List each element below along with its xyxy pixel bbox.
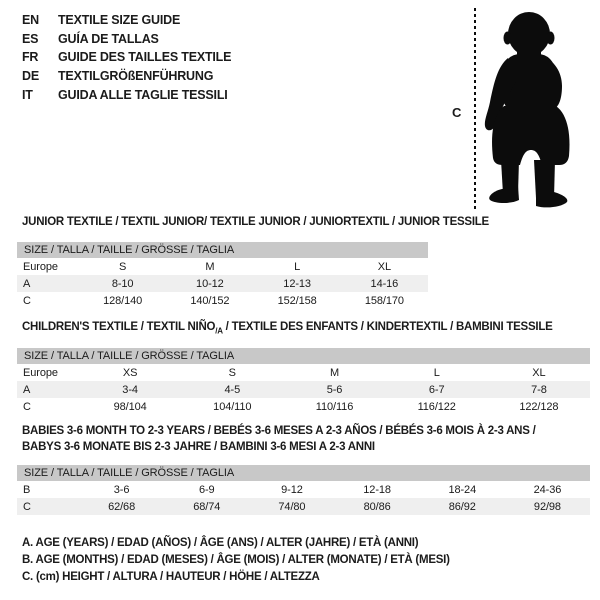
- table-cell: 104/110: [213, 400, 252, 413]
- children-title-pre: CHILDREN'S TEXTILE / TEXTIL NIÑO: [22, 321, 216, 333]
- children-table-title: [22, 321, 553, 335]
- language-code: DE: [22, 69, 39, 84]
- table-cell: L: [433, 366, 440, 379]
- row-label: Europe: [23, 366, 58, 379]
- table-cell: 4-5: [224, 383, 241, 396]
- language-title: GUIDE DES TAILLES TEXTILE: [58, 50, 232, 65]
- children-title-sub: /A: [215, 326, 223, 336]
- table-cell: 158/170: [364, 294, 404, 307]
- table-row: [17, 292, 428, 309]
- table-row: [17, 258, 428, 275]
- table-cell: 7-8: [531, 383, 547, 396]
- children-size-table: [17, 348, 590, 415]
- row-label: B: [23, 483, 31, 496]
- table-cell: 10-12: [196, 277, 224, 290]
- table-cell: L: [294, 260, 301, 273]
- table-cell: XL: [377, 260, 391, 273]
- size-header-bar: SIZE / TALLA / TAILLE / GRÖSSE / TAGLIA: [17, 348, 590, 364]
- table-cell: 12-18: [363, 483, 391, 496]
- footnote-b: B. AGE (MONTHS) / EDAD (MESES) / ÂGE (MOIS) / ALTER (MONATE) / ETÀ (MESI): [22, 554, 450, 567]
- height-measure-label: C: [452, 105, 462, 120]
- language-title: TEXTILE SIZE GUIDE: [58, 13, 181, 28]
- table-cell: 92/98: [533, 500, 561, 513]
- table-cell: 12-13: [283, 277, 311, 290]
- table-cell: M: [205, 260, 215, 273]
- babies-size-table: [17, 465, 590, 515]
- language-code: FR: [22, 50, 39, 65]
- row-label: C: [23, 294, 31, 307]
- row-label: C: [23, 500, 31, 513]
- language-title: GUÍA DE TALLAS: [58, 31, 159, 46]
- language-row-en: [22, 11, 231, 30]
- table-cell: 18-24: [448, 483, 477, 496]
- language-row-fr: [22, 48, 231, 67]
- table-cell: 122/128: [519, 400, 559, 413]
- table-cell: 14-16: [370, 277, 399, 290]
- table-cell: M: [329, 366, 340, 379]
- row-label: Europe: [23, 260, 58, 273]
- junior-size-table: [17, 242, 428, 309]
- table-cell: 116/122: [417, 400, 456, 413]
- table-cell: 3-6: [113, 483, 130, 496]
- babies-table-title: [22, 424, 536, 456]
- table-cell: 5-6: [326, 383, 343, 396]
- table-row: [17, 364, 590, 381]
- babies-title-line-1: BABIES 3-6 MONTH TO 2-3 YEARS / BEBÉS 3-6 MESES A 2-3 AÑOS / BÉBÉS 3-6 MOIS À 2-3 ANS /: [22, 425, 536, 437]
- babies-title-line-2: BABYS 3-6 MONATE BIS 2-3 JAHRE / BAMBINI 3-6 MESI A 2-3 ANNI: [22, 440, 375, 453]
- language-code: IT: [22, 87, 33, 102]
- table-cell: XS: [122, 366, 138, 379]
- table-cell: 6-7: [428, 383, 445, 396]
- table-cell: 3-4: [122, 383, 138, 396]
- table-cell: S: [228, 366, 236, 379]
- table-row: [17, 481, 590, 498]
- size-header-bar: SIZE / TALLA / TAILLE / GRÖSSE / TAGLIA: [17, 465, 590, 481]
- table-cell: XL: [532, 366, 546, 379]
- language-code: EN: [22, 13, 39, 28]
- junior-table-title: JUNIOR TEXTILE / TEXTIL JUNIOR/ TEXTILE JUNIOR / JUNIORTEXTIL / JUNIOR TESSILE: [22, 216, 489, 228]
- footnote-c: C. (cm) HEIGHT / ALTURA / HAUTEUR / HÖHE / ALTEZZA: [22, 571, 320, 584]
- table-cell: 24-36: [533, 483, 562, 496]
- table-cell: 152/158: [277, 294, 317, 307]
- table-cell: 86/92: [448, 500, 476, 513]
- language-code: ES: [22, 31, 39, 46]
- table-row: [17, 498, 590, 515]
- table-cell: 98/104: [113, 400, 147, 413]
- footnotes: [22, 535, 450, 587]
- language-list: [22, 11, 231, 104]
- table-cell: S: [119, 260, 127, 273]
- table-cell: 140/152: [190, 294, 230, 307]
- table-cell: 74/80: [278, 500, 306, 513]
- language-row-it: [22, 85, 231, 104]
- table-cell: 62/68: [108, 500, 136, 513]
- language-row-de: [22, 67, 231, 86]
- row-label: A: [23, 383, 31, 396]
- language-row-es: [22, 30, 231, 49]
- table-row: [17, 398, 590, 415]
- height-measure-dashed-line: [474, 8, 476, 210]
- language-title: GUIDA ALLE TAGLIE TESSILI: [58, 87, 228, 102]
- table-row: [17, 275, 428, 292]
- table-cell: 9-12: [281, 483, 303, 496]
- table-cell: 110/116: [315, 400, 354, 413]
- language-title: TEXTILGRÖßENFÜHRUNG: [58, 69, 214, 84]
- row-label: A: [23, 277, 31, 290]
- table-row: [17, 381, 590, 398]
- size-header-bar: SIZE / TALLA / TAILLE / GRÖSSE / TAGLIA: [17, 242, 428, 258]
- row-label: C: [23, 400, 31, 413]
- footnote-a: A. AGE (YEARS) / EDAD (AÑOS) / ÂGE (ANS) / ALTER (JAHRE) / ETÀ (ANNI): [22, 537, 419, 549]
- table-cell: 128/140: [103, 294, 143, 307]
- table-cell: 68/74: [193, 500, 221, 513]
- table-cell: 8-10: [111, 277, 134, 290]
- toddler-silhouette-icon: [484, 10, 578, 208]
- children-title-post: / TEXTILE DES ENFANTS / KINDERTEXTIL / BAMBINI TESSILE: [222, 321, 553, 333]
- table-cell: 80/86: [363, 500, 391, 513]
- table-cell: 6-9: [198, 483, 215, 496]
